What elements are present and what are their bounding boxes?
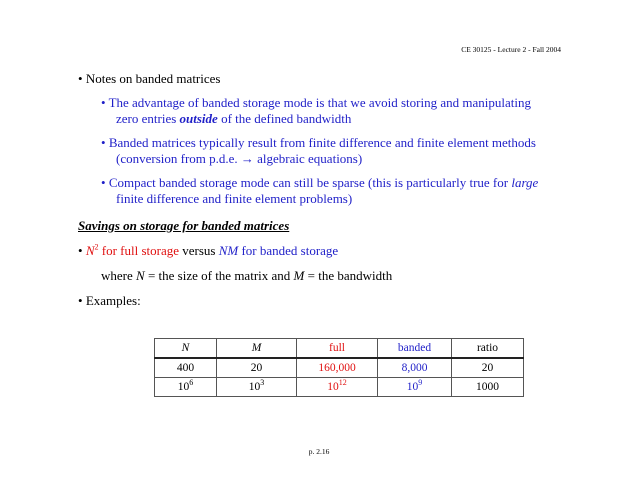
notes-title: Notes on banded matrices [85, 71, 221, 86]
storage-line [78, 243, 338, 259]
where-n: N [136, 268, 145, 283]
sub-bullet-2-cont [116, 151, 362, 167]
header-n: N [155, 339, 217, 359]
storage-banded [219, 243, 339, 258]
cell-m [217, 378, 297, 397]
cell-ratio: 1000 [452, 378, 524, 397]
m-base: 10 [248, 381, 261, 393]
sub-bullet-3-cont [116, 191, 352, 207]
n-exp: 6 [189, 378, 194, 388]
header-banded: banded [378, 339, 452, 359]
cell-full [297, 378, 378, 397]
cell-n: 400 [155, 358, 217, 378]
bullet: • [101, 135, 106, 150]
where-a: where [101, 268, 137, 283]
header-ratio: ratio [452, 339, 524, 359]
sub1-emphasis: outside [179, 111, 218, 126]
storage-table [154, 338, 524, 397]
sub-bullet-1-cont [116, 111, 351, 127]
table-row [155, 358, 524, 378]
where-b: = the size of the matrix and [144, 268, 294, 283]
sub-bullet-2 [101, 135, 536, 151]
header-m: M [217, 339, 297, 359]
storage-full-label: for full storage [98, 243, 179, 258]
page-number: p. 2.16 [308, 447, 330, 456]
sub-bullet-1 [101, 95, 531, 111]
banded-base: 10 [406, 381, 419, 393]
sub2-text-a: Banded matrices typically result from finite difference and finite element methods [108, 135, 536, 150]
sub3-emphasis: large [511, 175, 539, 190]
examples-line [78, 293, 141, 309]
where-m: M [293, 268, 305, 283]
where-c: = the bandwidth [304, 268, 393, 283]
section-heading: Savings on storage for banded matrices [78, 218, 290, 233]
cell-ratio: 20 [452, 358, 524, 378]
sub-bullet-3 [101, 175, 538, 191]
cell-m: 20 [217, 358, 297, 378]
m-exp: 3 [260, 378, 265, 388]
sub1-text-d: of the defined bandwidth [217, 111, 352, 126]
sub1-text-a: The advantage of banded storage mode is that we avoid storing and manipulating [108, 95, 531, 110]
cell-banded [378, 378, 452, 397]
cell-n [155, 378, 217, 397]
cell-full: 160,000 [297, 358, 378, 378]
bullet: • [78, 243, 83, 258]
examples-label: Examples: [85, 293, 141, 308]
sub3-text-a: Compact banded storage mode can still be sparse (this is particularly true for [108, 175, 512, 190]
storage-full [86, 243, 179, 258]
sub1-text-b: zero entries [116, 111, 180, 126]
storage-exponent: 2 [94, 242, 99, 252]
storage-n: N [85, 243, 95, 258]
table-row [155, 378, 524, 397]
n-base: 10 [177, 381, 190, 393]
storage-nm: NM [218, 243, 239, 258]
banded-exp: 9 [418, 378, 423, 388]
bullet: • [78, 293, 83, 308]
where-line [101, 268, 392, 284]
table-header-row [155, 339, 524, 359]
full-exp: 12 [338, 378, 347, 388]
full-base: 10 [327, 381, 339, 393]
header-full: full [297, 339, 378, 359]
notes-title-line [78, 71, 220, 87]
bullet: • [78, 71, 83, 86]
storage-versus: versus [179, 243, 219, 258]
sub3-text-c: finite difference and finite element problems) [116, 191, 353, 206]
bullet: • [101, 95, 106, 110]
storage-banded-label: for banded storage [238, 243, 339, 258]
sub2-text-b: (conversion from p.d.e. → algebraic equations) [116, 151, 363, 166]
cell-banded: 8,000 [378, 358, 452, 378]
page-header: CE 30125 - Lecture 2 - Fall 2004 [461, 45, 561, 54]
bullet: • [101, 175, 106, 190]
